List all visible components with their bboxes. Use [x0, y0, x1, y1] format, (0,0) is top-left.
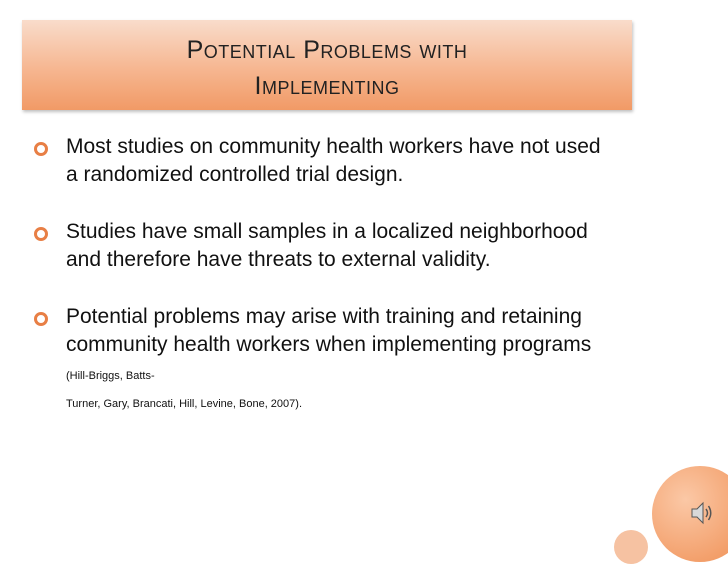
bullet-main-text: Potential problems may arise with training and retaining community health workers when implementing programs [66, 305, 592, 356]
bullet-item [30, 218, 610, 274]
slide-title [22, 32, 632, 104]
bullet-item [30, 303, 610, 415]
citation-part-2: Turner, Gary, Brancati, Hill, Levine, Bone, 2007). [66, 398, 303, 410]
bullet-list [30, 133, 610, 444]
bullet-text: Most studies on community health workers have not used a randomized controlled trial design. [66, 135, 601, 186]
bullet-circle-icon [34, 142, 48, 156]
citation-part-1: (Hill-Briggs, Batts- [66, 370, 155, 382]
title-line-1: Potential Problems with [186, 36, 468, 64]
bullet-item [30, 133, 610, 189]
bullet-circle-icon [34, 227, 48, 241]
title-line-2: Implementing [254, 72, 400, 100]
bullet-text: Studies have small samples in a localized neighborhood and therefore have threats to external validity. [66, 220, 588, 271]
decorative-circle-small [614, 530, 648, 564]
speaker-icon[interactable] [690, 500, 714, 526]
title-banner [22, 20, 632, 110]
bullet-circle-icon [34, 312, 48, 326]
bullet-text [66, 303, 610, 415]
